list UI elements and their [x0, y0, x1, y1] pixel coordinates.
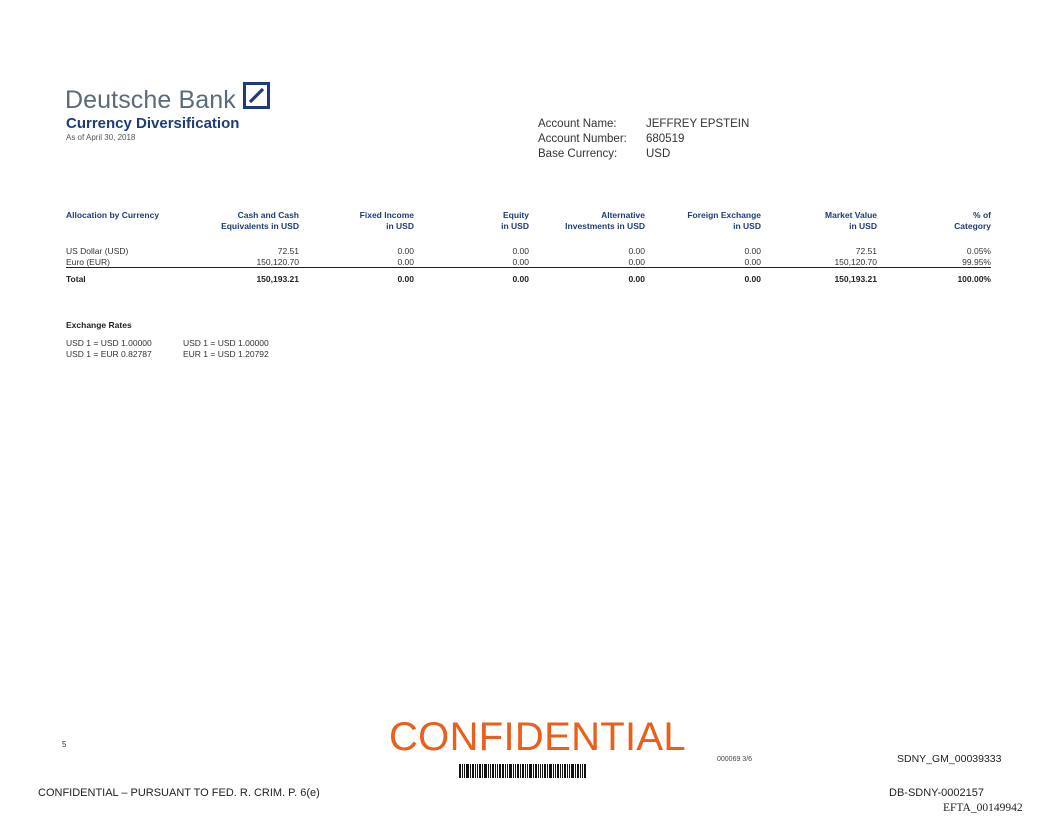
base-currency-value: USD	[646, 148, 671, 160]
column-header: Cash and Cash Equivalents in USD	[221, 210, 299, 231]
base-currency-label: Base Currency:	[538, 148, 618, 160]
table-row	[66, 257, 991, 269]
table-cell: US Dollar (USD)	[66, 246, 129, 256]
table-cell: 0.00	[512, 274, 529, 284]
deutsche-bank-logo-icon	[243, 82, 270, 109]
exchange-rate-row	[66, 338, 303, 349]
account-number-value: 680519	[646, 133, 685, 145]
table-cell: Total	[66, 274, 86, 284]
efta-number: EFTA_00149942	[943, 802, 1023, 814]
table-cell: 0.00	[744, 274, 761, 284]
exchange-rate: USD 1 = USD 1.00000	[183, 338, 269, 348]
table-cell: 150,193.21	[834, 274, 877, 284]
table-cell: 0.00	[744, 256, 761, 267]
column-header: Equity in USD	[501, 210, 529, 231]
table-header	[66, 210, 991, 232]
account-number-label: Account Number:	[538, 133, 627, 145]
bates-number-sdny-gm: SDNY_GM_00039333	[897, 753, 1002, 765]
exchange-rate: USD 1 = USD 1.00000	[66, 338, 152, 348]
column-header: Market Value in USD	[825, 210, 877, 231]
confidentiality-legend: CONFIDENTIAL – PURSUANT TO FED. R. CRIM. P. 6(e)	[38, 787, 320, 799]
column-header: % of Category	[954, 210, 991, 231]
table-cell: 0.00	[628, 246, 645, 256]
account-name-label: Account Name:	[538, 118, 617, 130]
allocation-table	[66, 210, 991, 285]
document-title: Currency Diversification	[66, 115, 240, 132]
account-name-row	[538, 117, 749, 132]
document-code: 000069 3/6	[717, 756, 753, 763]
exchange-rate: USD 1 = EUR 0.82787	[66, 349, 152, 359]
column-header: Allocation by Currency	[66, 210, 160, 220]
table-cell: 0.00	[628, 256, 645, 267]
column-header: Fixed Income in USD	[359, 210, 414, 231]
barcode-icon	[459, 764, 611, 778]
account-number-row	[538, 132, 749, 147]
table-cell: 72.51	[277, 246, 299, 256]
table-cell: 99.95%	[962, 256, 991, 267]
brand-name: Deutsche Bank	[65, 86, 236, 114]
page-number: 5	[62, 740, 67, 749]
table-cell: 0.00	[397, 246, 414, 256]
exchange-rate-row	[66, 349, 303, 360]
table-cell: 0.00	[744, 246, 761, 256]
table-cell: 72.51	[855, 246, 877, 256]
table-cell: 0.00	[512, 246, 529, 256]
table-cell: 0.00	[397, 274, 414, 284]
account-name-value: JEFFREY EPSTEIN	[646, 118, 750, 130]
column-header: Foreign Exchange in USD	[687, 210, 761, 231]
bates-number-db: DB-SDNY-0002157	[889, 787, 984, 799]
table-cell: 150,120.70	[834, 256, 877, 267]
table-cell: 0.00	[628, 274, 645, 284]
table-cell: 0.00	[512, 256, 529, 267]
base-currency-row	[538, 147, 749, 162]
confidential-stamp: CONFIDENTIAL	[389, 715, 686, 759]
account-info	[538, 117, 749, 162]
table-cell: Euro (EUR)	[66, 256, 110, 267]
table-cell: 0.00	[397, 256, 414, 267]
table-cell: 150,120.70	[256, 256, 299, 267]
table-cell: 150,193.21	[256, 274, 299, 284]
table-cell: 100.00%	[957, 274, 991, 284]
table-body	[66, 246, 991, 285]
as-of-date: As of April 30, 2018	[66, 133, 136, 142]
exchange-rate: EUR 1 = USD 1.20792	[183, 349, 269, 359]
exchange-rates-list	[66, 338, 303, 360]
column-header: Alternative Investments in USD	[565, 210, 645, 231]
table-total-row	[66, 274, 991, 285]
table-cell: 0.05%	[966, 246, 991, 256]
exchange-rates-title: Exchange Rates	[66, 320, 132, 330]
table-row	[66, 246, 991, 257]
